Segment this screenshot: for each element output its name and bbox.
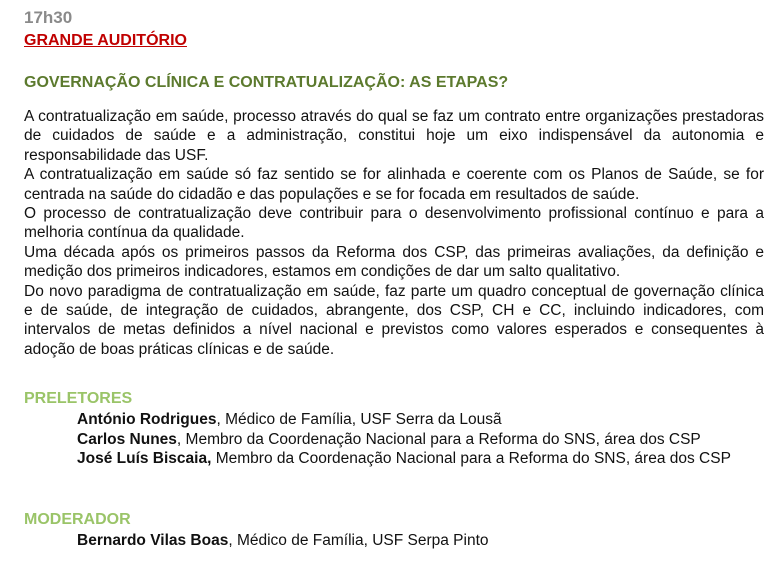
paragraph-4: Uma década após os primeiros passos da Reforma dos CSP, das primeiras avaliações, da definição e medição dos primeiros indicadores, estamos em condições de dar um salto qualitativo.	[24, 243, 764, 281]
speaker-role: , Membro da Coordenação Nacional para a Reforma do SNS, área dos CSP	[176, 430, 701, 448]
session-description	[24, 107, 764, 359]
paragraph-3: O processo de contratualização deve contribuir para o desenvolvimento profissional contínuo e para a melhoria contínua da qualidade.	[24, 205, 764, 242]
speaker-role: , Médico de Família, USF Serra da Lousã	[216, 411, 502, 428]
paragraph-1: A contratualização em saúde, processo através do qual se faz um contrato entre organizações prestadoras de cuidados de saúde e a administração, constitui hoje um eixo indispensável da autonomia e responsabilidade das USF.	[24, 108, 764, 164]
moderator-role: , Médico de Família, USF Serpa Pinto	[228, 532, 489, 549]
moderator-name: Bernardo Vilas Boas	[77, 532, 229, 549]
speaker-3	[77, 449, 765, 469]
paragraph-2: A contratualização em saúde só faz sentido se for alinhada e coerente com os Planos de Saúde, se for centrada na saúde do cidadão e das populações e se for focada em resultados de saúde.	[24, 166, 764, 203]
speaker-name: António Rodrigues	[77, 411, 217, 428]
session-time: 17h30	[24, 8, 73, 27]
moderator-heading: MODERADOR	[24, 511, 131, 528]
moderator-1	[77, 531, 765, 551]
speaker-1	[77, 410, 765, 430]
session-title: GOVERNAÇÃO CLÍNICA E CONTRATUALIZAÇÃO: AS ETAPAS?	[24, 74, 509, 91]
moderator-list	[77, 531, 765, 551]
session-room: GRANDE AUDITÓRIO	[24, 32, 187, 49]
speaker-name: Carlos Nunes	[77, 430, 177, 448]
speaker-role: Membro da Coordenação Nacional para a Reforma do SNS, área dos CSP	[211, 450, 731, 468]
speakers-list	[77, 410, 765, 469]
speaker-name: José Luís Biscaia,	[77, 450, 212, 468]
speakers-heading: PRELETORES	[24, 390, 133, 407]
speaker-2	[77, 430, 765, 450]
paragraph-5: Do novo paradigma de contratualização em saúde, faz parte um quadro conceptual de governação clínica e de saúde, de integração de cuidados, abrangente, dos CSP, CH e CC, incluindo indicadores, com intervalos de metas definidos a nível nacional e previstos como valores esperados e consequentes à adoção de boas práticas clínicas e de saúde.	[24, 282, 764, 358]
